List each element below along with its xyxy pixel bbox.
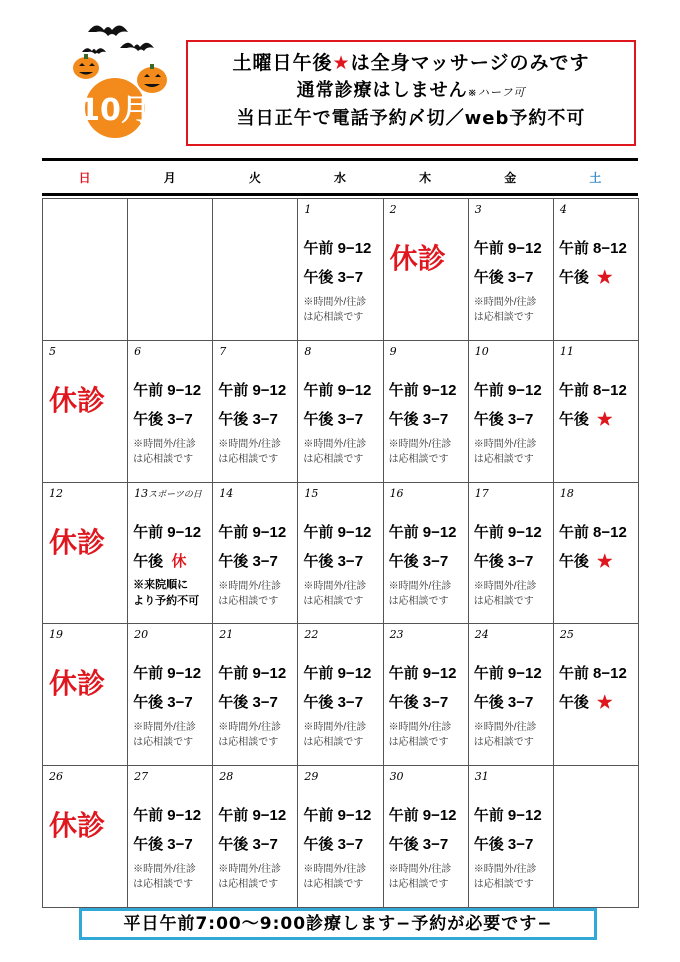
hours-note-line: は応相談です bbox=[388, 879, 449, 891]
calendar-day-cell bbox=[554, 766, 639, 908]
afternoon-hours: 午後 3−7 bbox=[133, 410, 193, 428]
closed-label: 休診 bbox=[49, 810, 106, 842]
hours-note-line: は応相談です bbox=[303, 453, 364, 465]
notice-text-b: は全身マッサージのみです bbox=[350, 52, 590, 74]
hours-note-line: ※時間外/往診 bbox=[388, 580, 452, 592]
hours-note bbox=[133, 862, 196, 892]
day-number: 12 bbox=[49, 486, 63, 500]
hours-note bbox=[133, 437, 196, 467]
hours-note-line: は応相談です bbox=[473, 595, 534, 607]
calendar-day-cell bbox=[213, 341, 298, 483]
hours-note-line: ※時間外/往診 bbox=[473, 864, 537, 876]
morning-hours: 午前 9−12 bbox=[303, 665, 372, 683]
calendar-day-cell bbox=[43, 199, 128, 341]
morning-hours: 午前 9−12 bbox=[473, 240, 542, 257]
afternoon-hours: 午後 3−7 bbox=[218, 410, 278, 428]
day-number: 23 bbox=[389, 628, 404, 642]
hours-note bbox=[474, 295, 537, 325]
hours-note-line: ※時間外/往診 bbox=[133, 438, 196, 450]
hours-note bbox=[389, 862, 452, 892]
afternoon-hours: 午後 3−7 bbox=[473, 836, 534, 854]
hours-note-line: は応相談です bbox=[303, 737, 364, 749]
hours-note-line: ※時間外/往診 bbox=[303, 297, 367, 308]
calendar-day-cell bbox=[128, 483, 213, 625]
calendar-day-cell bbox=[213, 483, 298, 625]
calendar-day-cell bbox=[554, 199, 639, 341]
calendar-day-cell bbox=[469, 483, 554, 625]
holiday-note-line: より予約不可 bbox=[133, 594, 200, 607]
hours-note-line: ※時間外/往診 bbox=[218, 722, 282, 734]
hours-note-line: ※時間外/往診 bbox=[388, 438, 452, 450]
weekday-label: 月 bbox=[163, 171, 176, 185]
morning-hours: 午前 9−12 bbox=[133, 381, 202, 399]
calendar-day-cell bbox=[43, 341, 128, 483]
hours-note bbox=[303, 295, 366, 325]
hours-note-line: は応相談です bbox=[218, 595, 279, 607]
calendar-day-cell bbox=[554, 483, 639, 625]
afternoon-hours bbox=[559, 550, 612, 571]
closed-label: 休診 bbox=[49, 384, 106, 416]
morning-hours: 午前 9−12 bbox=[303, 523, 372, 541]
afternoon-hours bbox=[559, 408, 612, 429]
hours-note-line: は応相談です bbox=[473, 737, 534, 749]
hours-note-line: は応相談です bbox=[218, 453, 279, 465]
hours-note-line: は応相談です bbox=[303, 879, 364, 891]
calendar-day-cell bbox=[384, 341, 469, 483]
hours-note bbox=[218, 862, 281, 892]
hours-note-line: ※時間外/往診 bbox=[133, 864, 196, 876]
afternoon-hours: 午後 3−7 bbox=[473, 694, 534, 712]
day-number: 14 bbox=[219, 486, 234, 500]
afternoon-hours: 午後 3−7 bbox=[218, 694, 278, 712]
afternoon-label: 午後 bbox=[558, 552, 598, 570]
afternoon-hours: 午後 3−7 bbox=[473, 269, 534, 286]
star-icon: ★ bbox=[332, 52, 351, 74]
notice-text-normal: 通常診療はしません bbox=[296, 80, 468, 101]
morning-hours: 午前 9−12 bbox=[218, 665, 287, 683]
afternoon-hours bbox=[559, 266, 612, 287]
star-icon: ★ bbox=[597, 410, 613, 428]
calendar-day-cell bbox=[298, 341, 383, 483]
day-number: 28 bbox=[219, 770, 234, 784]
hours-note-line: ※時間外/往診 bbox=[388, 864, 452, 876]
star-icon: ★ bbox=[597, 269, 613, 286]
day-number: 13スポーツの日 bbox=[134, 486, 202, 500]
hours-note bbox=[303, 579, 366, 609]
morning-hours: 午前 9−12 bbox=[303, 807, 372, 825]
hours-note-line: ※時間外/往診 bbox=[473, 297, 537, 308]
hours-note bbox=[474, 579, 537, 609]
hours-note-line: は応相談です bbox=[133, 879, 194, 891]
afternoon-hours: 午後 3−7 bbox=[473, 410, 534, 428]
morning-hours: 午前 9−12 bbox=[473, 381, 542, 399]
morning-hours: 午前 8−12 bbox=[558, 240, 627, 257]
afternoon-hours: 午後 3−7 bbox=[303, 836, 364, 854]
afternoon-closed: 休 bbox=[171, 552, 187, 570]
calendar-grid bbox=[42, 198, 639, 908]
day-number: 1 bbox=[304, 203, 312, 216]
month-label: 10月 bbox=[79, 93, 151, 128]
hours-note-line: は応相談です bbox=[303, 595, 364, 607]
calendar-day-cell bbox=[43, 624, 128, 766]
afternoon-hours: 午後 3−7 bbox=[388, 836, 449, 854]
morning-hours: 午前 9−12 bbox=[218, 381, 287, 399]
day-number: 15 bbox=[304, 486, 319, 500]
afternoon-hours: 午後 3−7 bbox=[303, 694, 364, 712]
morning-hours: 午前 9−12 bbox=[133, 807, 202, 825]
weekday-label: 水 bbox=[333, 171, 346, 185]
closed-label: 休診 bbox=[389, 243, 446, 274]
hours-note-line: は応相談です bbox=[388, 595, 449, 607]
calendar-day-cell bbox=[298, 199, 383, 341]
footer-notice: 平日午前7:00〜9:00診療します−予約が必要です− bbox=[79, 908, 597, 940]
afternoon-hours: 午後 3−7 bbox=[218, 552, 278, 570]
weekday-label: 木 bbox=[419, 171, 432, 185]
holiday-note-line: ※来院順に bbox=[133, 578, 189, 591]
afternoon-label: 午後 bbox=[558, 694, 598, 712]
hours-note bbox=[303, 862, 366, 892]
morning-hours: 午前 9−12 bbox=[133, 665, 202, 683]
afternoon-hours bbox=[559, 691, 612, 712]
day-number: 27 bbox=[134, 770, 149, 784]
weekday-label: 火 bbox=[248, 171, 261, 185]
calendar-day-cell bbox=[128, 341, 213, 483]
weekday-header bbox=[42, 164, 638, 192]
afternoon-hours: 午後 3−7 bbox=[133, 694, 193, 712]
hours-note-line: は応相談です bbox=[388, 453, 449, 465]
afternoon-hours: 午後 3−7 bbox=[388, 410, 449, 428]
weekday-label: 金 bbox=[504, 171, 517, 185]
calendar-day-cell bbox=[213, 199, 298, 341]
calendar-day-cell bbox=[213, 624, 298, 766]
day-number: 4 bbox=[559, 203, 567, 216]
calendar-day-cell bbox=[128, 199, 213, 341]
day-number: 17 bbox=[474, 486, 489, 500]
day-number: 26 bbox=[49, 770, 63, 784]
calendar-day-cell bbox=[469, 341, 554, 483]
bat-icon bbox=[120, 43, 154, 51]
hours-note-line: ※時間外/往診 bbox=[473, 580, 537, 592]
afternoon-hours: 午後 3−7 bbox=[303, 269, 364, 286]
hours-note-line: ※時間外/往診 bbox=[303, 580, 367, 592]
afternoon-hours: 午後 3−7 bbox=[303, 552, 364, 570]
day-number: 10 bbox=[474, 344, 489, 358]
calendar-day-cell bbox=[384, 483, 469, 625]
notice-line-saturday bbox=[188, 48, 634, 75]
calendar-day-cell bbox=[128, 624, 213, 766]
notice-line-normal bbox=[188, 76, 634, 102]
morning-hours: 午前 8−12 bbox=[558, 523, 627, 541]
hours-note bbox=[474, 720, 537, 750]
header-rule-bottom bbox=[42, 193, 638, 196]
weekday-label: 日 bbox=[78, 171, 91, 185]
afternoon-label: 午後 bbox=[133, 552, 172, 570]
hours-note-line: は応相談です bbox=[473, 879, 534, 891]
calendar-day-cell bbox=[213, 766, 298, 908]
calendar-day-cell bbox=[43, 483, 128, 625]
day-number: 8 bbox=[304, 344, 312, 358]
afternoon-hours: 午後 3−7 bbox=[473, 552, 534, 570]
header-rule-top bbox=[42, 158, 638, 161]
hours-note bbox=[389, 720, 452, 750]
calendar-day-cell bbox=[298, 483, 383, 625]
hours-note-line: ※時間外/往診 bbox=[473, 722, 537, 734]
bat-icon bbox=[88, 25, 128, 36]
day-number: 31 bbox=[474, 770, 489, 784]
hours-note bbox=[218, 579, 281, 609]
hours-note-line: は応相談です bbox=[473, 453, 534, 465]
day-number: 6 bbox=[134, 344, 142, 358]
afternoon-hours: 午後 3−7 bbox=[303, 410, 364, 428]
closed-label: 休診 bbox=[49, 668, 106, 700]
day-number: 22 bbox=[304, 628, 319, 642]
hours-note bbox=[133, 720, 196, 750]
morning-hours: 午前 9−12 bbox=[388, 665, 457, 683]
day-number: 16 bbox=[389, 486, 404, 500]
afternoon-label: 午後 bbox=[558, 269, 598, 286]
calendar-day-cell bbox=[554, 341, 639, 483]
day-number: 20 bbox=[134, 628, 149, 642]
hours-note-line: は応相談です bbox=[473, 312, 534, 323]
hours-note-line: は応相談です bbox=[388, 737, 449, 749]
star-icon: ★ bbox=[597, 694, 613, 712]
notice-half-note: ※ハーフ可 bbox=[467, 86, 526, 99]
hours-note bbox=[303, 720, 366, 750]
notice-box bbox=[186, 40, 636, 146]
hours-note-line: は応相談です bbox=[303, 312, 364, 323]
hours-note-line: ※時間外/往診 bbox=[303, 438, 367, 450]
morning-hours: 午前 9−12 bbox=[388, 381, 457, 399]
hours-note-line: ※時間外/往診 bbox=[133, 722, 196, 734]
notice-text-a: 土曜日午後 bbox=[232, 52, 333, 74]
morning-hours: 午前 9−12 bbox=[388, 523, 457, 541]
morning-hours: 午前 9−12 bbox=[218, 807, 287, 825]
hours-note bbox=[389, 579, 452, 609]
day-number: 30 bbox=[389, 770, 404, 784]
hours-note-line: ※時間外/往診 bbox=[303, 722, 367, 734]
afternoon-hours: 午後 3−7 bbox=[218, 836, 278, 854]
morning-hours: 午前 8−12 bbox=[558, 381, 627, 399]
hours-note-line: は応相談です bbox=[133, 453, 194, 465]
holiday-name: スポーツの日 bbox=[148, 489, 202, 500]
hours-note bbox=[474, 862, 537, 892]
day-number: 11 bbox=[559, 344, 574, 358]
hours-note bbox=[389, 437, 452, 467]
calendar-day-cell bbox=[384, 766, 469, 908]
afternoon-hours: 午後 3−7 bbox=[388, 694, 449, 712]
hours-note-line: ※時間外/往診 bbox=[473, 438, 537, 450]
morning-hours: 午前 9−12 bbox=[473, 807, 542, 825]
hours-note-line: ※時間外/往診 bbox=[388, 722, 452, 734]
afternoon-label: 午後 bbox=[558, 410, 598, 428]
weekday-label: 土 bbox=[589, 171, 602, 185]
bat-icon bbox=[82, 48, 106, 54]
hours-note-line: ※時間外/往診 bbox=[303, 864, 367, 876]
day-number: 25 bbox=[559, 628, 574, 642]
afternoon-hours: 午後 3−7 bbox=[388, 552, 449, 570]
afternoon-hours bbox=[133, 550, 186, 571]
calendar-day-cell bbox=[469, 766, 554, 908]
morning-hours: 午前 9−12 bbox=[218, 523, 287, 541]
hours-note bbox=[474, 437, 537, 467]
afternoon-hours: 午後 3−7 bbox=[133, 836, 193, 854]
morning-hours: 午前 9−12 bbox=[303, 240, 372, 257]
calendar-day-cell bbox=[384, 624, 469, 766]
day-number: 9 bbox=[389, 344, 397, 358]
hours-note bbox=[218, 437, 281, 467]
day-number: 29 bbox=[304, 770, 319, 784]
morning-hours: 午前 9−12 bbox=[473, 523, 542, 541]
star-icon: ★ bbox=[597, 552, 613, 570]
hours-note-line: ※時間外/往診 bbox=[218, 438, 282, 450]
calendar-day-cell bbox=[554, 624, 639, 766]
morning-hours: 午前 9−12 bbox=[473, 665, 542, 683]
calendar-day-cell bbox=[298, 624, 383, 766]
calendar-day-cell bbox=[298, 766, 383, 908]
day-number: 2 bbox=[389, 203, 397, 216]
closed-label: 休診 bbox=[49, 526, 106, 558]
day-number: 5 bbox=[49, 344, 56, 358]
hours-note-line: は応相談です bbox=[218, 879, 279, 891]
calendar-day-cell bbox=[469, 199, 554, 341]
day-number: 3 bbox=[474, 203, 482, 216]
hours-note-line: は応相談です bbox=[133, 737, 194, 749]
day-number: 18 bbox=[559, 486, 574, 500]
calendar-day-cell bbox=[128, 766, 213, 908]
morning-hours: 午前 9−12 bbox=[133, 523, 202, 541]
day-number: 24 bbox=[474, 628, 489, 642]
hours-note-line: ※時間外/往診 bbox=[218, 580, 282, 592]
morning-hours: 午前 9−12 bbox=[388, 807, 457, 825]
day-number: 7 bbox=[219, 344, 227, 358]
hours-note bbox=[303, 437, 366, 467]
morning-hours: 午前 8−12 bbox=[558, 665, 627, 683]
hours-note-line: は応相談です bbox=[218, 737, 279, 749]
day-number: 19 bbox=[49, 628, 63, 642]
calendar-day-cell bbox=[384, 199, 469, 341]
holiday-note bbox=[133, 577, 199, 609]
halloween-month-logo bbox=[60, 10, 180, 140]
day-number: 21 bbox=[219, 628, 234, 642]
hours-note-line: ※時間外/往診 bbox=[218, 864, 282, 876]
morning-hours: 午前 9−12 bbox=[303, 381, 372, 399]
calendar-day-cell bbox=[469, 624, 554, 766]
hours-note bbox=[218, 720, 281, 750]
calendar-day-cell bbox=[43, 766, 128, 908]
notice-line-reservation: 当日正午で電話予約〆切／web予約不可 bbox=[236, 108, 586, 129]
